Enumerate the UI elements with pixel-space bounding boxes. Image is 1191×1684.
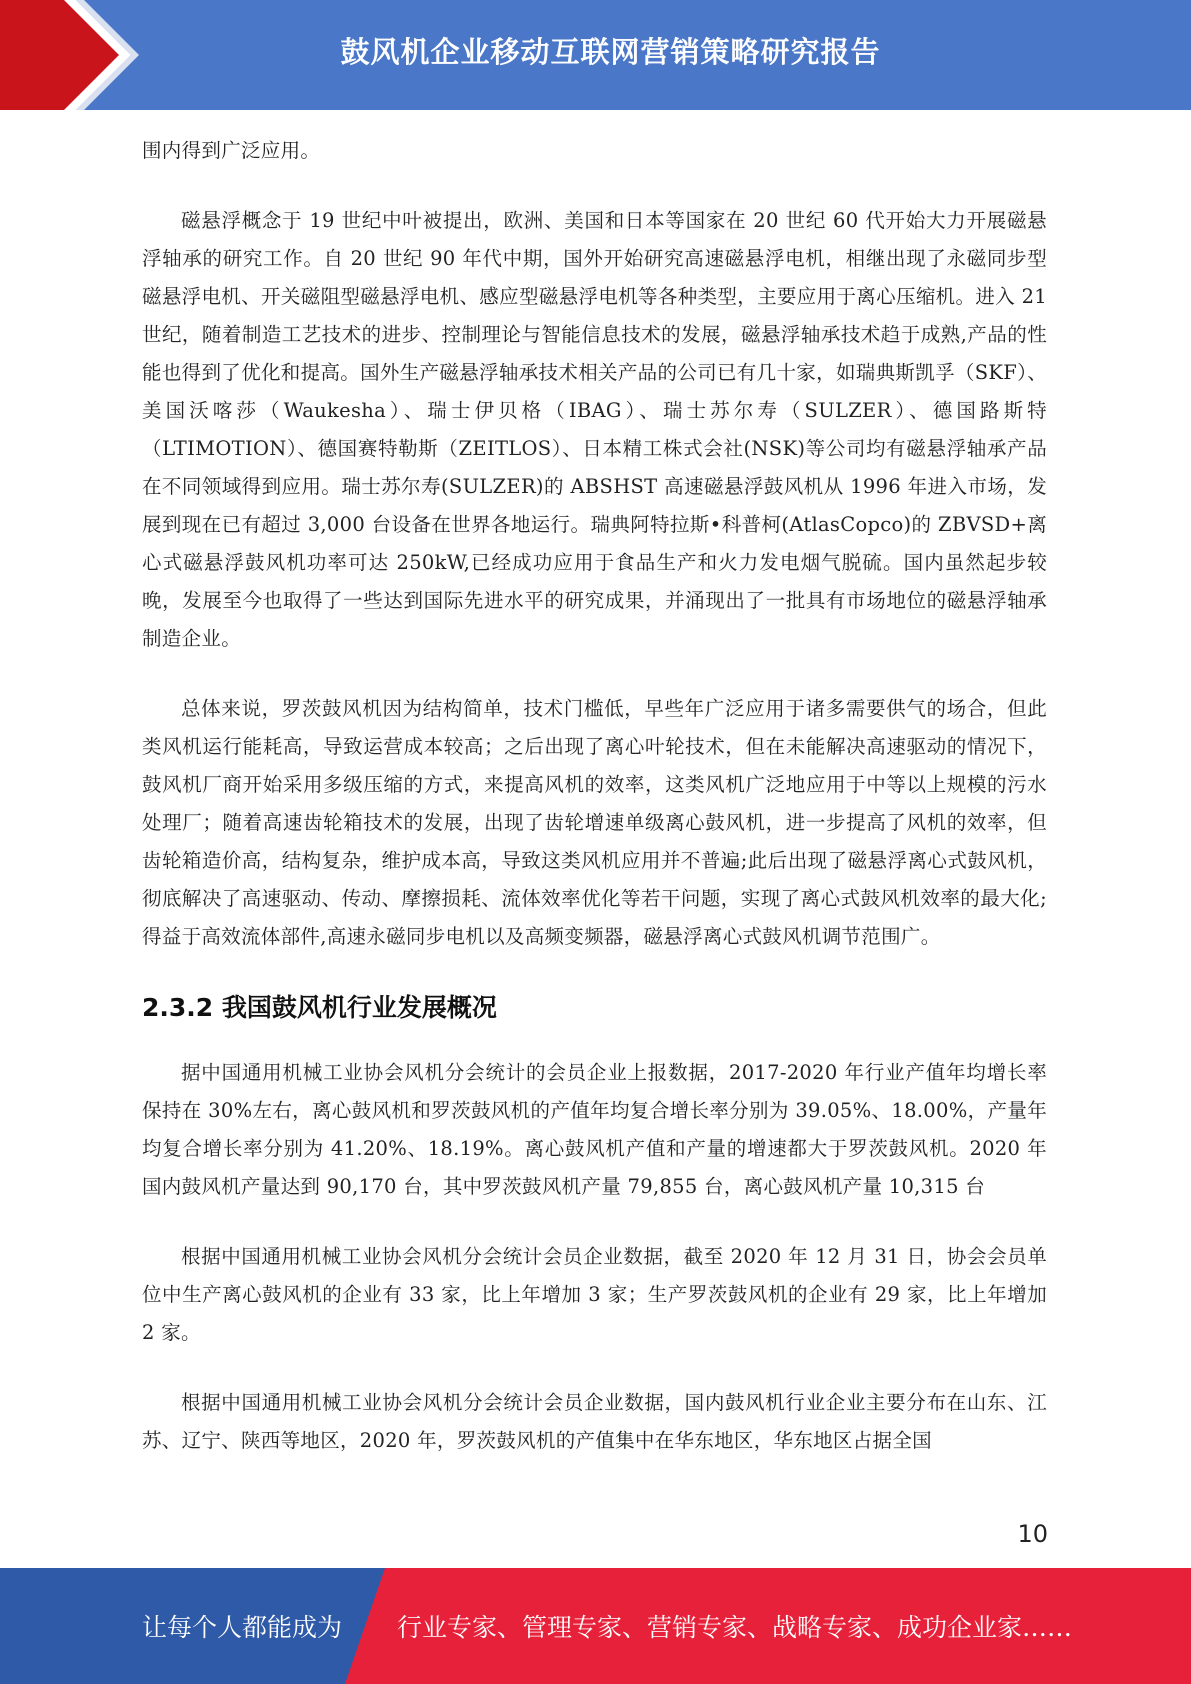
paragraph-maglev-history: 磁悬浮概念于 19 世纪中叶被提出，欧洲、美国和日本等国家在 20 世纪 60 代开始大力开展磁悬浮轴承的研究工作。自 20 世纪 90 年代中期，国外开始研究高速磁悬浮电机，相继出现了永磁同步型磁悬浮电机、开关磁阻型磁悬浮电机、感应型磁悬浮电机等各种类型，主要应用于离心压缩机。进入 21 世纪，随着制造工艺技术的进步、控制理论与智能信息技术的发展，磁悬浮轴承技术趋于成熟,产品的性能也得到了优化和提高。国外生产磁悬浮轴承技术相关产品的公司已有几十家，如瑞典斯凯孚（SKF）、美国沃喀莎（Waukesha）、瑞士伊贝格（IBAG）、瑞士苏尔寿（SULZER）、德国路斯特（LTIMOTION）、德国赛特勒斯（ZEITLOS）、日本精工株式会社(NSK)等公司均有磁悬浮轴承产品在不同领域得到应用。瑞士苏尔寿(SULZER)的 ABSHST 高速磁悬浮鼓风机从 1996 年进入市场，发展到现在已有超过 3,000 台设备在世界各地运行。瑞典阿特拉斯•科普柯(AtlasCopco)的 ZBVSD+离心式磁悬浮鼓风机功率可达 250kW,已经成功应用于食品生产和火力发电烟气脱硫。国内虽然起步较晚，发展至今也取得了一些达到国际先进水平的研究成果，并涌现出了一批具有市场地位的磁悬浮轴承制造企业。	[142, 209, 1047, 650]
paragraph-continuation: 围内得到广泛应用。	[142, 139, 321, 162]
paragraph-industry-growth: 据中国通用机械工业协会风机分会统计的会员企业上报数据，2017-2020 年行业产值年均增长率保持在 30%左右，离心鼓风机和罗茨鼓风机的产值年均复合增长率分别为 39.05%、18.00%，产量年均复合增长率分别为 41.20%、18.19%。离心鼓风机产值和产量的增速都大于罗茨鼓风机。2020 年国内鼓风机产量达到 90,170 台，其中罗茨鼓风机产量 79,855 台，离心鼓风机产量 10,315 台	[142, 1061, 1047, 1198]
document-body	[142, 132, 1047, 1492]
report-title: 鼓风机企业移动互联网营销策略研究报告	[340, 34, 881, 69]
paragraph-regional-distribution: 根据中国通用机械工业协会风机分会统计会员企业数据，国内鼓风机行业企业主要分布在山东、江苏、辽宁、陕西等地区，2020 年，罗茨鼓风机的产值集中在华东地区，华东地区占据全国	[142, 1391, 1047, 1452]
page-header	[0, 0, 1191, 110]
page-number: 10	[1017, 1520, 1048, 1548]
paragraph-member-companies: 根据中国通用机械工业协会风机分会统计会员企业数据，截至 2020 年 12 月 31 日，协会会员单位中生产离心鼓风机的企业有 33 家，比上年增加 3 家；生产罗茨鼓风机的企业有 29 家，比上年增加 2 家。	[142, 1245, 1047, 1344]
footer-slogan-left: 让每个人都能成为	[142, 1613, 343, 1642]
paragraph-blower-evolution: 总体来说，罗茨鼓风机因为结构简单，技术门槛低，早些年广泛应用于诸多需要供气的场合，但此类风机运行能耗高，导致运营成本较高；之后出现了离心叶轮技术，但在未能解决高速驱动的情况下，鼓风机厂商开始采用多级压缩的方式，来提高风机的效率，这类风机广泛地应用于中等以上规模的污水处理厂；随着高速齿轮箱技术的发展，出现了齿轮增速单级离心鼓风机，进一步提高了风机的效率，但齿轮箱造价高，结构复杂，维护成本高，导致这类风机应用并不普遍;此后出现了磁悬浮离心式鼓风机，彻底解决了高速驱动、传动、摩擦损耗、流体效率优化等若干问题，实现了离心式鼓风机效率的最大化;得益于高效流体部件,高速永磁同步电机以及高频变频器，磁悬浮离心式鼓风机调节范围广。	[142, 697, 1047, 948]
page-footer	[0, 1568, 1191, 1684]
footer-slogan-right: 行业专家、管理专家、营销专家、战略专家、成功企业家……	[397, 1613, 1073, 1642]
section-heading-2-3-2: 2.3.2 我国鼓风机行业发展概况	[142, 993, 497, 1022]
